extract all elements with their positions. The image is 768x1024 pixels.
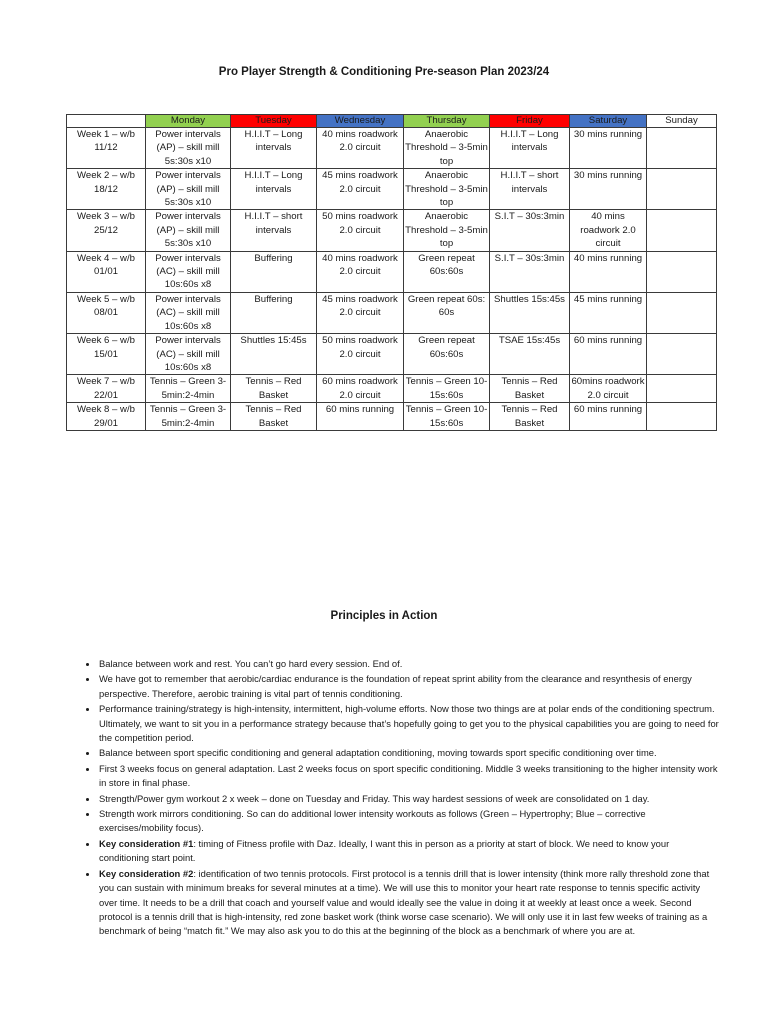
session-cell: 60mins roadwork 2.0 circuit (571, 376, 645, 401)
session-cell: Tennis – Red Basket (490, 375, 570, 403)
session-cell: 45 mins running (570, 292, 647, 333)
session-cell: S.I.T – 30s:3min (490, 251, 570, 292)
table-row (67, 251, 717, 292)
session-cell: Anaerobic Threshold – 3-5min top (405, 170, 488, 209)
list-item (98, 762, 720, 791)
session-cell (647, 403, 717, 431)
list-item-text: Balance between sport specific conditioning and general adaptation conditioning, moving towards sport specific conditioning over time. (99, 747, 657, 759)
day-header-wednesday: Wednesday (317, 115, 404, 128)
list-item (98, 702, 720, 745)
week-label: Week 7 – w/b 22/01 (67, 375, 146, 403)
principles-list (82, 657, 720, 940)
list-item-text: : identification of two tennis protocols. First protocol is a tennis drill that is lower intensity (think more rally threshold zone that you can sustain with minimum breaks for several minutes at a time). We will use this to monitor your heart rate response to tennis specific activity over time. It needs to be a drill that coach and yourself value and would ideally see the value in doing it at weekly at least once a week. Second protocol is a tennis drill that is high-intensity, red zone basket work (think worse case scenario). We will only use it in last few weeks of training as a benchmark of being “match fit.” We may also ask you to do this at the beginning of the block as a benchmark of where you are at. (99, 867, 710, 937)
table-row (67, 210, 717, 251)
session-cell: Tennis – Green 10-15s:60s (404, 375, 490, 403)
day-header-saturday: Saturday (570, 115, 647, 128)
session-cell: 60 mins running (570, 403, 647, 431)
session-cell: H.I.I.T – Long intervals (231, 169, 317, 210)
session-cell: 45 mins roadwork 2.0 circuit (317, 169, 404, 210)
list-item (98, 807, 720, 836)
schedule-table (66, 114, 717, 431)
session-cell: 60 mins running (317, 403, 404, 431)
session-cell (647, 128, 717, 169)
session-cell: 40 mins roadwork 2.0 circuit (317, 128, 404, 169)
session-cell: 45 mins roadwork 2.0 circuit (317, 292, 404, 333)
session-cell: 60 mins roadwork 2.0 circuit (317, 375, 404, 403)
session-cell: Anaerobic Threshold – 3-5min top (405, 129, 488, 167)
schedule-body (67, 128, 717, 431)
list-item-text: Strength work mirrors conditioning. So can do additional lower intensity workouts as follows (Green – Hypertrophy; Blue – corrective exercises/mobility focus). (99, 808, 646, 834)
session-cell: Buffering (231, 292, 317, 333)
session-cell (647, 210, 717, 251)
list-item-text: We have got to remember that aerobic/cardiac endurance is the foundation of repeat sprint ability from the clearance and resynthesis of energy perspective. Therefore, aerobic training is vital part of tennis conditioning. (99, 673, 692, 699)
session-cell (647, 169, 717, 210)
session-cell: 30 mins running (570, 169, 647, 210)
session-cell: H.I.I.T – short intervals (231, 210, 317, 251)
session-cell: Green repeat 60s: 60s (404, 292, 490, 333)
header-corner (67, 115, 146, 128)
session-cell (647, 334, 717, 375)
page-title: Pro Player Strength & Conditioning Pre-season Plan 2023/24 (218, 66, 550, 78)
week-label: Week 4 – w/b 01/01 (67, 251, 146, 292)
list-item (98, 657, 720, 671)
session-cell: Shuttles 15:45s (231, 334, 317, 375)
session-cell: Anaerobic Threshold – 3-5min top (405, 211, 488, 250)
session-cell: Tennis – Green 10-15s:60s (404, 403, 490, 431)
day-header-sunday: Sunday (647, 115, 717, 128)
session-cell: 60 mins running (570, 334, 647, 375)
list-item-text: Performance training/strategy is high-intensity, intermittent, high-volume efforts. Now those two things are at polar ends of the conditioning spectrum. Ultimately, we want to sit you in a performance strategy because that’s hopefully going to get you to the physical capabilities you are going to need for the competition period. (99, 703, 719, 744)
list-item (98, 672, 720, 701)
session-cell (647, 251, 717, 292)
session-cell: Tennis – Green 3-5min:2-4min (146, 403, 231, 431)
list-item-text: : timing of Fitness profile with Daz. Ideally, I want this in person as a priority at start of block. We need to know your conditioning start point. (99, 837, 670, 864)
day-header-thursday: Thursday (404, 115, 490, 128)
key-consideration-label: Key consideration #1 (99, 837, 194, 849)
week-label: Week 5 – w/b 08/01 (67, 292, 146, 333)
session-cell: Power intervals (AP) – skill mill 5s:30s x10 (146, 169, 231, 210)
session-cell: 30 mins running (570, 128, 647, 169)
session-cell: Shuttles 15s:45s (490, 292, 570, 333)
session-cell: Power intervals (AC) – skill mill 10s:60s x8 (146, 334, 231, 375)
table-row (67, 128, 717, 169)
session-cell: 40 mins roadwork 2.0 circuit (317, 251, 404, 292)
day-header-friday: Friday (490, 115, 570, 128)
session-cell: 50 mins roadwork 2.0 circuit (317, 334, 404, 375)
session-cell: H.I.I.T – Long intervals (231, 128, 317, 169)
session-cell: 40 mins running (570, 251, 647, 292)
list-item-text: Strength/Power gym workout 2 x week – done on Tuesday and Friday. This way hardest sessions of week are consolidated on 1 day. (99, 792, 650, 804)
session-cell: Tennis – Green 3-5min:2-4min (146, 375, 231, 403)
principles-title: Principles in Action (330, 610, 438, 622)
session-cell: Green repeat 60s:60s (404, 334, 490, 375)
session-cell (647, 375, 717, 403)
table-row (67, 403, 717, 431)
session-cell: Buffering (231, 251, 317, 292)
list-item (98, 867, 720, 939)
key-consideration-label: Key consideration #2 (99, 867, 194, 879)
session-cell: Power intervals (AP) – skill mill 5s:30s x10 (146, 210, 231, 251)
list-item (98, 746, 720, 760)
session-cell: Power intervals (AP) – skill mill 5s:30s x10 (146, 128, 231, 169)
week-label: Week 1 – w/b 11/12 (67, 128, 146, 169)
session-cell: Tennis – Red Basket (231, 375, 317, 403)
session-cell: Power intervals (AC) – skill mill 10s:60s x8 (146, 251, 231, 292)
session-cell: H.I.I.T – Long intervals (490, 128, 570, 169)
session-cell: Tennis – Red Basket (231, 403, 317, 431)
list-item (98, 792, 720, 806)
session-cell: S.I.T – 30s:3min (490, 210, 570, 251)
session-cell: 40 mins roadwork 2.0 circuit (570, 210, 647, 251)
week-label: Week 3 – w/b 25/12 (67, 210, 146, 251)
session-cell: H.I.I.T – short intervals (490, 169, 570, 210)
session-cell: TSAE 15s:45s (490, 334, 570, 375)
table-row (67, 169, 717, 210)
schedule-header-row (67, 115, 717, 128)
week-label: Week 2 – w/b 18/12 (67, 169, 146, 210)
session-cell: Green repeat 60s:60s (404, 251, 490, 292)
week-label: Week 6 – w/b 15/01 (67, 334, 146, 375)
list-item-text: Balance between work and rest. You can’t go hard every session. End of. (99, 658, 403, 669)
table-row (67, 292, 717, 333)
list-item-text: First 3 weeks focus on general adaptation. Last 2 weeks focus on sport specific conditioning. Middle 3 weeks transitioning to the higher intensity work in store in final phase. (99, 762, 718, 789)
list-item (98, 837, 720, 866)
day-header-tuesday: Tuesday (231, 115, 317, 128)
session-cell: Tennis – Red Basket (490, 403, 570, 431)
day-header-monday: Monday (146, 115, 231, 128)
session-cell: 50 mins roadwork 2.0 circuit (317, 210, 404, 251)
table-row (67, 375, 717, 403)
table-row (67, 334, 717, 375)
session-cell: Power intervals (AC) – skill mill 10s:60s x8 (146, 292, 231, 333)
week-label: Week 8 – w/b 29/01 (67, 403, 146, 431)
session-cell (647, 292, 717, 333)
